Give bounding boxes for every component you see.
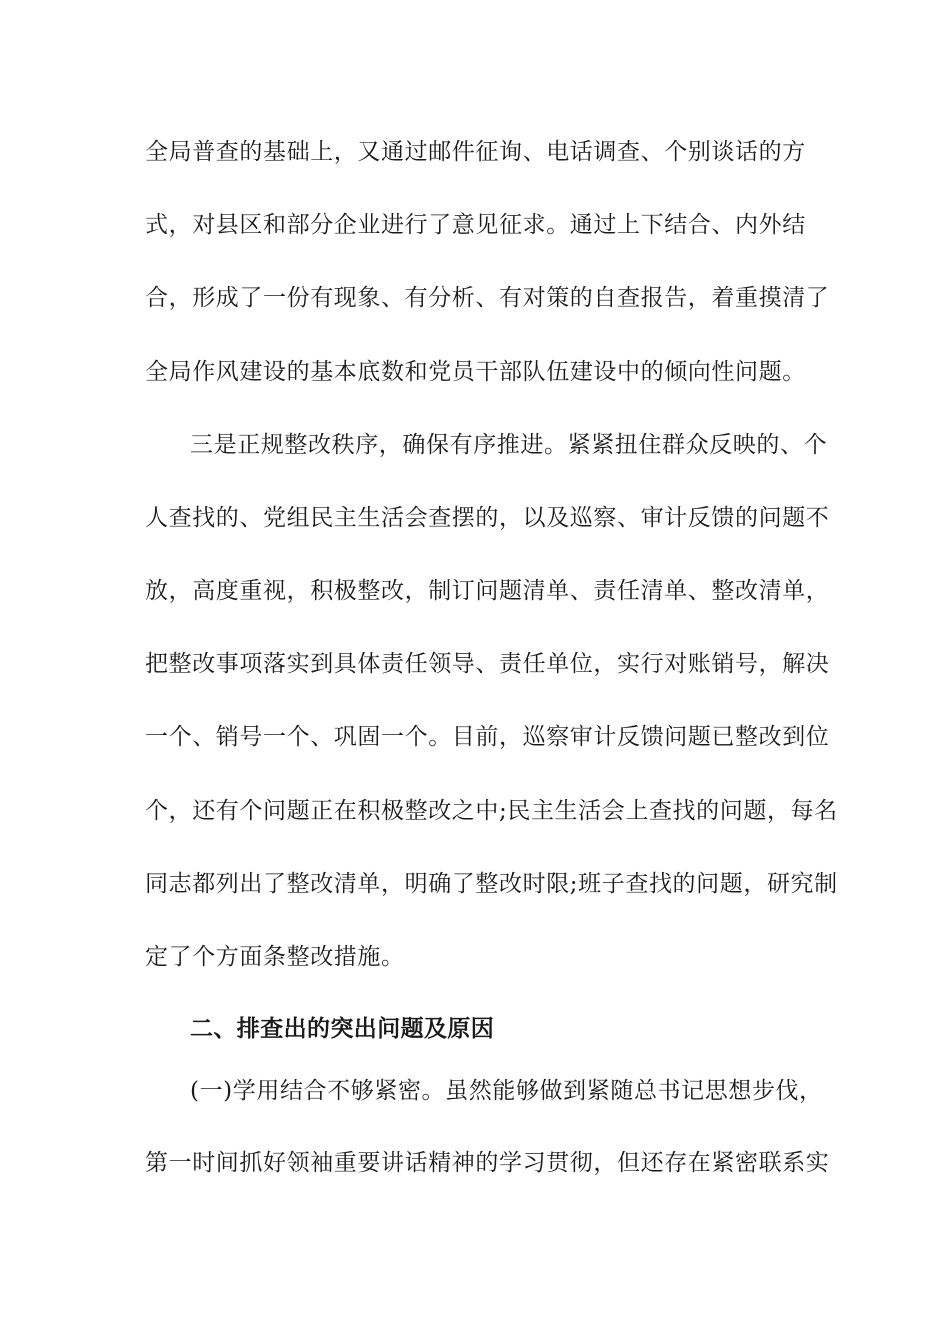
paragraph-line: (一)学用结合不够紧密。虽然能够做到紧随总书记思想步伐，: [190, 1078, 823, 1104]
paragraph-line: 合，形成了一份有现象、有分析、有对策的自查报告，着重摸清了: [145, 285, 830, 311]
paragraph-line: 一个、销号一个、巩固一个。目前，巡察审计反馈问题已整改到位: [145, 724, 830, 750]
paragraph-line: 定了个方面条整改措施。: [145, 944, 405, 970]
paragraph-line: 全局作风建设的基本底数和党员干部队伍建设中的倾向性问题。: [145, 359, 806, 385]
paragraph-line: 放，高度重视，积极整改，制订问题清单、责任清单、整改清单，: [145, 578, 830, 604]
paragraph-line: 把整改事项落实到具体责任领导、责任单位，实行对账销号，解决: [145, 651, 830, 677]
paragraph-line: 全局普查的基础上，又通过邮件征询、电话调查、个别谈话的方: [145, 139, 806, 165]
paragraph-line: 式，对县区和部分企业进行了意见征求。通过上下结合、内外结: [145, 212, 806, 238]
paragraph-line: 第一时间抓好领袖重要讲话精神的学习贯彻，但还存在紧密联系实: [145, 1150, 830, 1176]
paragraph-line: 个，还有个问题正在积极整改之中;民主生活会上查找的问题，每名: [145, 798, 838, 824]
paragraph-line: 三是正规整改秩序，确保有序推进。紧紧扭住群众反映的、个: [190, 432, 828, 458]
paragraph-line: 人查找的、党组民主生活会查摆的，以及巡察、审计反馈的问题不: [145, 505, 830, 531]
paragraph-line: 同志都列出了整改清单，明确了整改时限;班子查找的问题，研究制: [145, 871, 838, 897]
section-heading: 二、排查出的突出问题及原因: [190, 1016, 495, 1042]
